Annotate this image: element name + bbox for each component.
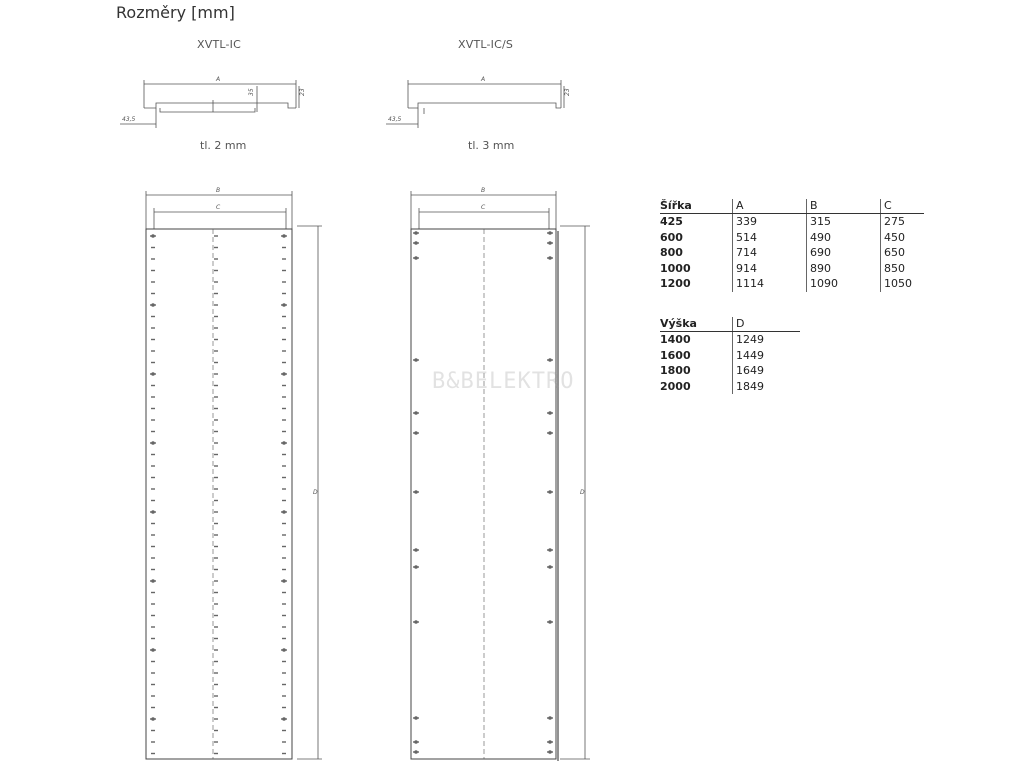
hole-mark <box>214 465 218 466</box>
hole-mark <box>282 396 286 397</box>
mounting-holes-ic-s <box>413 231 553 754</box>
table-cell: 1849 <box>733 379 801 395</box>
hole-mark <box>282 477 286 478</box>
hole-mark <box>414 565 418 569</box>
hole-mark <box>214 626 218 627</box>
hole-mark <box>151 546 155 547</box>
hole-mark <box>151 431 155 432</box>
hole-mark <box>282 753 286 754</box>
row-key-cell: 1600 <box>660 348 691 362</box>
table-row <box>660 261 924 277</box>
hole-mark <box>548 565 552 569</box>
hole-mark <box>151 648 155 652</box>
hole-mark <box>151 579 155 583</box>
height-dimensions-table <box>660 317 800 394</box>
table-cell: 514 <box>733 230 807 246</box>
hole-mark <box>151 303 155 307</box>
width-table-header <box>660 199 924 214</box>
hole-mark <box>548 231 552 235</box>
hole-mark <box>214 385 218 386</box>
row-key-cell: 2000 <box>660 379 691 393</box>
hole-mark <box>151 396 155 397</box>
hole-mark <box>282 465 286 466</box>
hole-mark <box>214 235 218 236</box>
front-view-xvtl-ic <box>146 191 322 759</box>
hole-mark <box>414 750 418 754</box>
hole-mark <box>414 716 418 720</box>
hole-mark <box>151 419 155 420</box>
hole-mark <box>151 281 155 282</box>
hole-mark <box>214 419 218 420</box>
hole-mark <box>151 603 155 604</box>
hole-mark <box>214 638 218 639</box>
table-row <box>660 348 800 364</box>
hole-mark <box>151 441 155 445</box>
hole-mark <box>214 258 218 259</box>
table-cell: 1449 <box>733 348 801 364</box>
table-row <box>660 214 924 230</box>
hole-mark <box>548 241 552 245</box>
hole-mark <box>548 256 552 260</box>
hole-mark <box>282 454 286 455</box>
hole-mark <box>214 316 218 317</box>
hole-mark <box>282 730 286 731</box>
hole-mark <box>282 385 286 386</box>
hole-mark <box>282 717 286 721</box>
section-view-xvtl-ic-s <box>386 80 564 128</box>
row-key-cell: 1400 <box>660 333 691 346</box>
hole-mark <box>151 707 155 708</box>
drawing-label-xvtl-ic-s: XVTL-IC/S <box>458 38 514 51</box>
hole-mark <box>548 716 552 720</box>
hole-mark <box>214 592 218 593</box>
front-view-xvtl-ic-s <box>411 191 590 761</box>
hole-mark <box>214 477 218 478</box>
hole-mark <box>282 419 286 420</box>
hole-mark <box>214 270 218 271</box>
hole-mark <box>151 316 155 317</box>
hole-mark <box>214 534 218 535</box>
hole-mark <box>214 373 218 374</box>
table-cell: 890 <box>807 261 881 277</box>
hole-mark <box>282 672 286 673</box>
table-cell: 490 <box>807 230 881 246</box>
hole-mark <box>151 569 155 570</box>
hole-mark <box>214 304 218 305</box>
hole-mark <box>214 603 218 604</box>
hole-mark <box>282 316 286 317</box>
hole-mark <box>151 615 155 616</box>
hole-mark <box>414 548 418 552</box>
table-cell: 1114 <box>733 276 807 292</box>
hole-mark <box>151 477 155 478</box>
thickness-label-xvtl-ic: tl. 2 mm <box>200 139 247 152</box>
hole-mark <box>214 511 218 512</box>
hole-mark <box>414 241 418 245</box>
hole-mark <box>151 672 155 673</box>
hole-mark <box>282 247 286 248</box>
hole-mark <box>282 684 286 685</box>
hole-mark <box>151 258 155 259</box>
hole-mark <box>214 741 218 742</box>
hole-mark <box>548 490 552 494</box>
hole-mark <box>151 362 155 363</box>
dim-b-label-ic: B <box>216 187 221 194</box>
header-sirka: Šířka <box>660 199 733 214</box>
table-row <box>660 245 924 261</box>
hole-mark <box>151 454 155 455</box>
hole-mark <box>151 684 155 685</box>
hole-mark <box>151 247 155 248</box>
hole-mark <box>151 488 155 489</box>
hole-mark <box>548 358 552 362</box>
hole-mark <box>214 730 218 731</box>
table-row <box>660 363 800 379</box>
hole-mark <box>214 569 218 570</box>
table-cell: 339 <box>733 214 807 230</box>
dim-c-label-ic: C <box>216 204 221 211</box>
hole-mark <box>151 717 155 721</box>
section-view-xvtl-ic <box>120 80 299 128</box>
hole-mark <box>214 350 218 351</box>
hole-mark <box>214 523 218 524</box>
hole-mark <box>414 358 418 362</box>
hole-mark <box>214 293 218 294</box>
dim-b-label-ic-s: B <box>481 187 486 194</box>
dim-a-label-ic: A <box>216 76 221 83</box>
thickness-label-xvtl-ic-s: tl. 3 mm <box>468 139 515 152</box>
hole-mark <box>151 661 155 662</box>
hole-mark <box>214 339 218 340</box>
hole-mark <box>282 638 286 639</box>
hole-mark <box>214 500 218 501</box>
table-cell: 850 <box>881 261 925 277</box>
hole-mark <box>151 234 155 238</box>
hole-mark <box>214 396 218 397</box>
hole-mark <box>414 620 418 624</box>
hole-mark <box>151 350 155 351</box>
hole-mark <box>548 411 552 415</box>
dim-d-label-ic: D <box>313 489 318 496</box>
hole-mark <box>214 431 218 432</box>
table-cell: 650 <box>881 245 925 261</box>
hole-mark <box>214 649 218 650</box>
hole-mark <box>151 385 155 386</box>
hole-mark <box>214 753 218 754</box>
height-table-header <box>660 317 800 332</box>
hole-mark <box>282 557 286 558</box>
hole-mark <box>151 465 155 466</box>
watermark: B&BELEKTRO <box>432 369 575 394</box>
hole-mark <box>548 740 552 744</box>
hole-mark <box>282 339 286 340</box>
dim-35-label-ic: 35 <box>248 88 255 96</box>
hole-mark <box>151 270 155 271</box>
header-d: D <box>733 317 801 332</box>
hole-mark <box>151 592 155 593</box>
hole-mark <box>151 730 155 731</box>
dim-c-label-ic-s: C <box>481 204 486 211</box>
hole-mark <box>414 411 418 415</box>
hole-mark <box>214 672 218 673</box>
hole-mark <box>214 557 218 558</box>
table-cell: 690 <box>807 245 881 261</box>
hole-mark <box>282 592 286 593</box>
hole-mark <box>282 362 286 363</box>
dim-flange-label-ic: 43,5 <box>122 116 136 123</box>
hole-mark <box>548 750 552 754</box>
hole-mark <box>282 500 286 501</box>
hole-mark <box>282 707 286 708</box>
table-row <box>660 332 800 348</box>
hole-mark <box>214 661 218 662</box>
hole-mark <box>151 753 155 754</box>
table-row <box>660 379 800 395</box>
hole-mark <box>414 231 418 235</box>
hole-mark <box>214 695 218 696</box>
hole-mark <box>282 431 286 432</box>
hole-mark <box>214 718 218 719</box>
row-key-cell: 800 <box>660 246 683 259</box>
hole-mark <box>282 579 286 583</box>
header-c: C <box>881 199 925 214</box>
hole-mark <box>282 441 286 445</box>
hole-mark <box>548 620 552 624</box>
hole-mark <box>282 510 286 514</box>
hole-mark <box>214 580 218 581</box>
table-cell: 914 <box>733 261 807 277</box>
row-key-cell: 600 <box>660 230 683 244</box>
hole-mark <box>214 615 218 616</box>
row-key-cell: 1200 <box>660 277 691 290</box>
hole-mark <box>282 293 286 294</box>
hole-mark <box>151 293 155 294</box>
dim-23-label-ic: 23 <box>299 88 306 96</box>
hole-mark <box>414 256 418 260</box>
perforation-holes-ic <box>150 234 287 754</box>
hole-mark <box>151 408 155 409</box>
hole-mark <box>151 557 155 558</box>
dim-flange-label-ic-s: 43,5 <box>388 116 402 123</box>
hole-mark <box>414 740 418 744</box>
hole-mark <box>282 408 286 409</box>
hole-mark <box>214 707 218 708</box>
hole-mark <box>151 339 155 340</box>
hole-mark <box>214 281 218 282</box>
hole-mark <box>282 546 286 547</box>
hole-mark <box>151 523 155 524</box>
hole-mark <box>151 695 155 696</box>
table-cell: 315 <box>807 214 881 230</box>
page-title: Rozměry [mm] <box>116 3 235 22</box>
row-key-cell: 1000 <box>660 261 691 275</box>
table-cell: 1090 <box>807 276 881 292</box>
hole-mark <box>282 270 286 271</box>
table-cell: 275 <box>881 214 925 230</box>
table-cell: 714 <box>733 245 807 261</box>
hole-mark <box>214 247 218 248</box>
table-cell: 1050 <box>881 276 925 292</box>
hole-mark <box>151 372 155 376</box>
hole-mark <box>214 454 218 455</box>
hole-mark <box>151 741 155 742</box>
hole-mark <box>282 648 286 652</box>
dim-d-label-ic-s: D <box>580 489 585 496</box>
hole-mark <box>282 626 286 627</box>
hole-mark <box>214 362 218 363</box>
hole-mark <box>151 327 155 328</box>
hole-mark <box>282 488 286 489</box>
hole-mark <box>214 408 218 409</box>
hole-mark <box>214 442 218 443</box>
header-b: B <box>807 199 881 214</box>
hole-mark <box>548 548 552 552</box>
hole-mark <box>282 523 286 524</box>
hole-mark <box>282 615 286 616</box>
hole-mark <box>214 684 218 685</box>
hole-mark <box>282 372 286 376</box>
table-cell: 1649 <box>733 363 801 379</box>
dim-a-label-ic-s: A <box>481 76 486 83</box>
row-key-cell: 1800 <box>660 364 691 377</box>
header-a: A <box>733 199 807 214</box>
row-key-cell: 425 <box>660 215 683 228</box>
hole-mark <box>282 327 286 328</box>
hole-mark <box>282 234 286 238</box>
hole-mark <box>282 534 286 535</box>
table-cell: 450 <box>881 230 925 246</box>
table-cell: 1249 <box>733 332 801 348</box>
hole-mark <box>214 488 218 489</box>
hole-mark <box>282 695 286 696</box>
header-vyska: Výška <box>660 317 733 332</box>
hole-mark <box>282 303 286 307</box>
hole-mark <box>282 350 286 351</box>
hole-mark <box>548 431 552 435</box>
hole-mark <box>282 661 286 662</box>
hole-mark <box>414 490 418 494</box>
hole-mark <box>151 626 155 627</box>
table-row <box>660 276 924 292</box>
hole-mark <box>151 510 155 514</box>
width-dimensions-table <box>660 199 924 292</box>
hole-mark <box>282 258 286 259</box>
table-row <box>660 230 924 246</box>
hole-mark <box>214 327 218 328</box>
hole-mark <box>151 638 155 639</box>
hole-mark <box>282 603 286 604</box>
dim-23-label-ic-s: 23 <box>564 88 571 96</box>
hole-mark <box>282 569 286 570</box>
hole-mark <box>282 741 286 742</box>
hole-mark <box>214 546 218 547</box>
hole-mark <box>414 431 418 435</box>
hole-mark <box>151 534 155 535</box>
hole-mark <box>151 500 155 501</box>
hole-mark <box>282 281 286 282</box>
drawing-label-xvtl-ic: XVTL-IC <box>197 38 242 51</box>
